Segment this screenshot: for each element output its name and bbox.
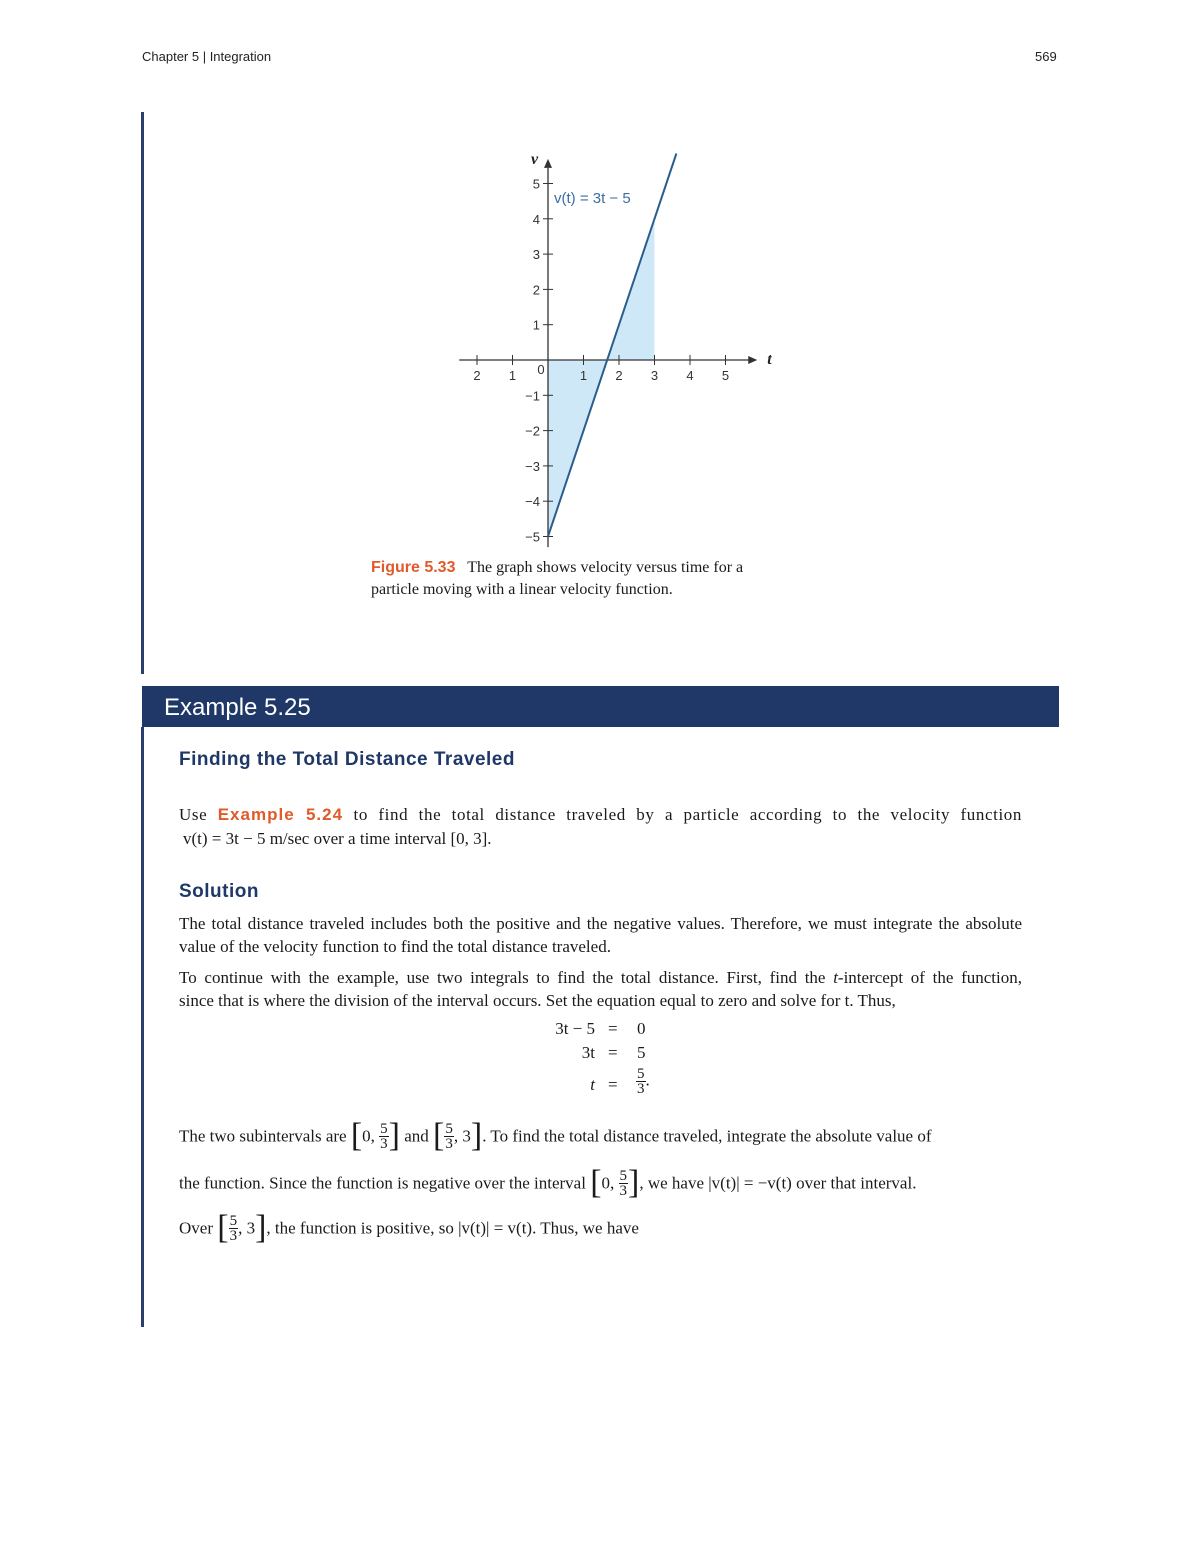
eq-row-2-rhs: 5 [637,1043,646,1062]
y-tick-label: −3 [525,458,540,474]
x-tick-label: 0 [537,362,545,377]
y-tick-label: 4 [532,211,540,227]
x-tick-label: 2 [473,368,481,383]
frac-num: 5 [229,1212,238,1229]
frac-den: 3 [445,1135,453,1152]
p2-text-b: -intercept of the function, [837,968,1022,987]
margin-rule-bottom [141,727,144,1327]
interval-0-5-3: [0, $\frac{5}{3}$ ] [350,1117,400,1154]
example-title: Example 5.25 [164,694,311,721]
solution-paragraph-2-line-1 [179,966,1022,989]
eq-frac-num: 5 [637,1066,645,1082]
p2-text-a: To continue with the example, use two integrals to find the total distance. First, find the [179,968,826,987]
eq-frac-den: 3 [637,1081,645,1097]
interval-zero: 0, [362,1126,375,1146]
eq-row-1-rel: = [608,1019,618,1038]
eq-row-3-rel: = [608,1075,618,1094]
x-axis-arrow [748,356,757,364]
function-line [548,153,676,536]
frac-den: 3 [229,1227,238,1244]
example-5-24-link[interactable]: Example 5.24 [217,805,344,824]
eq-row-3-rhs [636,1067,650,1096]
interval-three: 3 [462,1126,471,1146]
sub-and: and [404,1126,429,1146]
interval-5-3-3: [ $\frac{5}{3}$ , 3] [433,1117,483,1154]
eq-period: . [645,1070,650,1090]
y-axis-arrow [544,159,552,168]
eq-row-2-lhs: 3t [581,1043,595,1062]
line3-text-b: the function is positive, so |v(t)| = v(t). Thus, we have [274,1218,639,1238]
frac-den: 3 [380,1135,388,1152]
line2-text-b: we have |v(t)| = −v(t) over that interval. [647,1173,917,1193]
y-tick-label: −1 [525,388,540,404]
frac-num: 5 [380,1120,388,1137]
y-axis-label: v [531,150,539,168]
y-tick-label: 3 [532,247,540,263]
x-tick-label: 4 [686,368,694,383]
solution-paragraph-1: The total distance traveled includes both the positive and the negative values. Therefore, we must integrate the absolute value of the velocity function to find the total distance traveled. [179,914,1022,956]
line2-text-a: the function. Since the function is negative over the interval [179,1173,586,1193]
interval-three: 3 [246,1218,256,1238]
x-tick-label: 1 [508,368,517,383]
y-tick-label: −5 [525,529,540,545]
figure-label: Figure 5.33 [371,559,456,576]
solution-paragraph-2-line-2: since that is where the division of the interval occurs. Set the equation equal to zero and solve for t. Thus, [179,991,896,1010]
interval-5-3-3-again: [ $\frac{5}{3}$ , 3], [217,1209,271,1246]
y-tick-label: 5 [532,176,540,192]
y-tick-label: 1 [532,317,540,333]
eq-row-2-rel: = [608,1043,618,1062]
subintervals-line-3 [179,1209,1022,1246]
page-number: 569 [1035,49,1057,64]
y-tick-label: −4 [525,494,540,510]
subintervals-line-2 [179,1164,1022,1201]
y-tick-label: 2 [532,282,540,298]
interval-0-5-3-again: [0, $\frac{5}{3}$ ], [590,1164,644,1201]
x-axis-label: t [767,351,772,368]
velocity-graph [440,150,772,555]
sub-text-b: . To find the total distance traveled, integrate the absolute value of [482,1126,932,1146]
figure-caption [371,557,791,601]
example-heading: Finding the Total Distance Traveled [179,749,515,770]
solution-heading: Solution [179,881,259,902]
example-banner [142,686,1059,727]
frac-den: 3 [619,1182,628,1199]
figure-caption-text: The graph shows velocity versus time for a particle moving with a linear velocity function. [371,559,744,598]
p2-variable-t: t [833,968,838,987]
intro-rest: to find the total distance traveled by a particle according to the velocity function [353,805,1022,824]
intro-line-2: v(t) = 3t − 5 m/sec over a time interval [0, 3]. [183,829,492,848]
sub-text-a: The two subintervals are [179,1126,347,1146]
x-tick-label: 1 [579,368,588,383]
frac-num: 5 [445,1120,453,1137]
x-tick-label: 3 [650,368,659,383]
eq-row-1-lhs: 3t − 5 [555,1019,595,1038]
function-label: v(t) = 3t − 5 [554,189,631,207]
intro-line-1 [179,803,1022,826]
frac-num: 5 [619,1167,628,1184]
subintervals-line-1 [179,1117,1022,1161]
intro-use: Use [179,805,208,824]
eq-row-1-rhs: 0 [637,1019,646,1038]
interval-zero: 0, [601,1173,615,1193]
running-header: Chapter 5 | Integration [142,49,272,64]
eq-row-3-lhs: t [590,1075,595,1094]
x-tick-label: 5 [721,368,730,383]
x-tick-label: 2 [615,368,623,383]
margin-rule-top [141,112,144,674]
line3-text-a: Over [179,1218,213,1238]
y-tick-label: −2 [525,423,540,439]
